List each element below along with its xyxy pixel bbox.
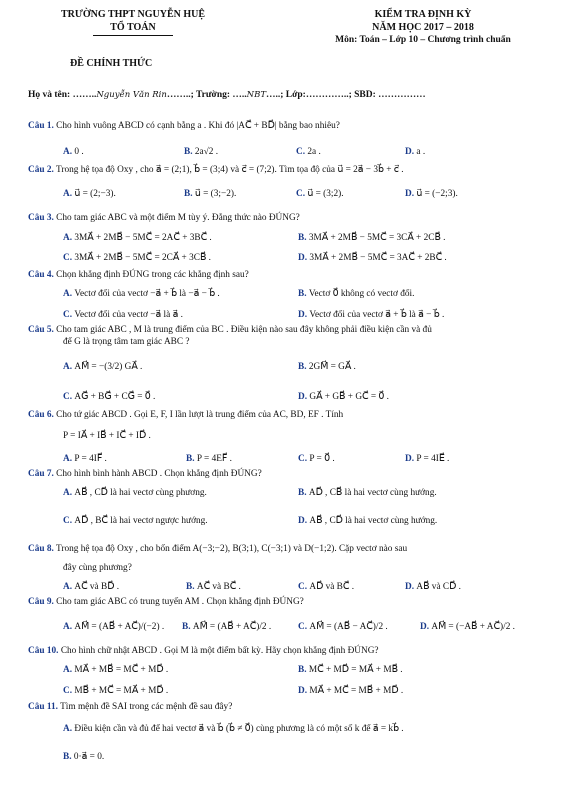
question-4 <box>28 270 249 282</box>
option-c[interactable] <box>63 686 168 698</box>
option-letter: D. <box>298 310 310 320</box>
question-6-formula: P = IA⃗ + IB⃗ + IC⃗ + ID⃗ . <box>63 431 151 441</box>
option-text: AB⃗ , CD⃗ là hai vectơ cùng hướng. <box>309 516 438 526</box>
option-text: 0 . <box>74 147 84 157</box>
question-6 <box>28 410 343 422</box>
option-b[interactable] <box>298 362 356 374</box>
question-7 <box>28 469 262 481</box>
option-letter: B. <box>298 665 309 675</box>
option-letter: C. <box>298 582 310 592</box>
option-a[interactable] <box>63 582 119 594</box>
option-letter: D. <box>405 582 417 592</box>
question-5-stem-continued: để G là trọng tâm tam giác ABC ? <box>63 337 190 347</box>
option-text: AC⃗ và BC⃗ . <box>196 582 241 592</box>
option-text: a . <box>416 147 426 157</box>
option-b[interactable] <box>184 189 236 201</box>
option-c[interactable] <box>296 189 344 201</box>
option-text: Điều kiện cần và đủ để hai vectơ a⃗ và b⃗ (b⃗ ≠ 0⃗) cùng phương là có một số k để a⃗ = kb⃗ . <box>74 724 404 734</box>
question-label: Câu 10. <box>28 646 59 656</box>
option-letter: C. <box>298 622 310 632</box>
option-letter: A. <box>63 622 75 632</box>
option-text: 3MA⃗ + 2MB⃗ − 5MC⃗ = 2AC⃗ + 3BC⃗ . <box>74 233 212 243</box>
option-text: MC⃗ + MD⃗ = MA⃗ + MB⃗ . <box>308 665 403 675</box>
question-label: Câu 4. <box>28 270 54 280</box>
option-a[interactable] <box>63 724 404 736</box>
option-b[interactable] <box>63 752 104 764</box>
option-letter: B. <box>298 362 309 372</box>
option-text: 2GM⃗ = GA⃗ . <box>308 362 356 372</box>
question-1 <box>28 121 340 133</box>
option-text: u⃗ = (3;−2). <box>194 189 237 199</box>
option-d[interactable] <box>298 516 437 528</box>
option-text: Vectơ đối của vectơ −a⃗ + b⃗ là −a⃗ − b⃗ . <box>74 289 220 299</box>
option-letter: C. <box>63 686 75 696</box>
option-text: AD⃗ , BC⃗ là hai vectơ ngược hướng. <box>74 516 208 526</box>
option-a[interactable] <box>63 289 220 301</box>
school-year: NĂM HỌC 2017 – 2018 <box>372 21 474 33</box>
student-name-handwritten: Nguyễn Văn Rin <box>96 90 167 100</box>
option-letter: C. <box>296 189 308 199</box>
option-text: Vectơ đối của vectơ a⃗ + b⃗ là a⃗ − b⃗ . <box>309 310 445 320</box>
question-stem: Cho hình bình hành ABCD . Chọn khẳng định ĐÚNG? <box>56 469 262 479</box>
exam-title: KIỂM TRA ĐỊNH KỲ <box>374 9 472 20</box>
option-text: 3MA⃗ + 2MB⃗ − 5MC⃗ = 3AC⃗ + 2BC⃗ . <box>309 253 447 263</box>
option-letter: B. <box>182 622 193 632</box>
option-letter: A. <box>63 362 75 372</box>
question-stem: Chọn khẳng định ĐÚNG trong các khẳng định sau? <box>56 270 249 280</box>
question-2 <box>28 165 404 177</box>
option-text: P = 4IF⃗ . <box>74 454 107 464</box>
option-a[interactable] <box>63 488 207 500</box>
option-a[interactable] <box>63 665 168 677</box>
option-d[interactable] <box>298 686 403 698</box>
option-b[interactable] <box>184 147 218 159</box>
question-label: Câu 5. <box>28 325 54 335</box>
option-b[interactable] <box>186 454 232 466</box>
student-school-handwritten: NBT <box>246 90 266 100</box>
option-letter: B. <box>298 488 309 498</box>
department-name: TỔ TOÁN <box>110 21 156 33</box>
option-letter: C. <box>298 454 310 464</box>
option-b[interactable] <box>298 233 446 245</box>
option-letter: A. <box>63 488 75 498</box>
question-label: Câu 11. <box>28 702 58 712</box>
question-stem: Cho tam giác ABC và một điểm M tùy ý. Đẳng thức nào ĐÚNG? <box>56 213 300 223</box>
option-text: 2a . <box>307 147 321 157</box>
question-label: Câu 9. <box>28 597 54 607</box>
option-letter: A. <box>63 147 75 157</box>
question-stem: Trong hệ tọa độ Oxy , cho a⃗ = (2;1), b⃗ = (3;4) và c⃗ = (7;2). Tìm tọa độ của u⃗ = 2a⃗ − 3b⃗ + c⃗ . <box>56 165 404 175</box>
option-c[interactable] <box>63 253 211 265</box>
question-5 <box>28 325 432 337</box>
question-stem: Cho hình chữ nhật ABCD . Gọi M là một điểm bất kỳ. Hãy chọn khẳng định ĐÚNG? <box>60 646 379 656</box>
option-text: AG⃗ + BG⃗ + CG⃗ = 0⃗ . <box>74 392 156 402</box>
option-text: u⃗ = (3;2). <box>307 189 344 199</box>
option-text: AM⃗ = (AB⃗ − AC⃗)/2 . <box>309 622 388 632</box>
question-stem: Tìm mệnh đề SAI trong các mệnh đề sau đây? <box>60 702 233 712</box>
option-c[interactable] <box>298 454 335 466</box>
option-letter: B. <box>184 189 195 199</box>
question-8-stem-continued: đây cùng phương? <box>63 563 132 573</box>
option-letter: A. <box>63 233 75 243</box>
option-letter: C. <box>63 392 75 402</box>
option-letter: D. <box>298 392 310 402</box>
option-text: u⃗ = (−2;3). <box>416 189 458 199</box>
question-stem: Cho tam giác ABC có trung tuyến AM . Chọn khẳng định ĐÚNG? <box>56 597 304 607</box>
option-letter: A. <box>63 189 75 199</box>
option-text: AM⃗ = −(3/2) GA⃗ . <box>74 362 143 372</box>
option-letter: B. <box>298 289 309 299</box>
question-stem: Cho tứ giác ABCD . Gọi E, F, I lần lượt là trung điểm của AC, BD, EF . Tính <box>56 410 344 420</box>
option-letter: D. <box>405 189 417 199</box>
question-stem: Cho tam giác ABC , M là trung điểm của BC . Điều kiện nào sau đây không phải điều kiện cần và đủ <box>56 325 432 335</box>
option-text: AB⃗ , CD⃗ là hai vectơ cùng phương. <box>74 488 207 498</box>
option-letter: D. <box>298 686 310 696</box>
option-letter: A. <box>63 665 75 675</box>
option-d[interactable] <box>405 147 425 159</box>
option-text: Vectơ 0⃗ không có vectơ đối. <box>308 289 415 299</box>
option-d[interactable] <box>298 253 447 265</box>
option-a[interactable] <box>63 362 142 374</box>
official-label: ĐỀ CHÍNH THỨC <box>70 58 153 69</box>
option-b[interactable] <box>298 488 437 500</box>
option-c[interactable] <box>63 392 155 404</box>
option-text: AM⃗ = (AB⃗ + AC⃗)/2 . <box>192 622 272 632</box>
option-d[interactable] <box>405 454 449 466</box>
option-text: 2a√2 . <box>194 147 219 157</box>
option-d[interactable] <box>298 310 444 322</box>
option-text: AD⃗ , CB⃗ là hai vectơ cùng hướng. <box>308 488 437 498</box>
option-a[interactable] <box>63 147 84 159</box>
question-label: Câu 2. <box>28 165 54 175</box>
option-letter: C. <box>63 253 75 263</box>
option-letter: A. <box>63 724 75 734</box>
student-info-line <box>28 90 426 102</box>
header-left-rule <box>93 35 173 36</box>
question-9 <box>28 597 304 609</box>
option-d[interactable] <box>298 392 389 404</box>
exam-subject: Môn: Toán – Lớp 10 – Chương trình chuẩn <box>335 35 511 45</box>
school-label: ……..; Trường: ….. <box>166 90 247 100</box>
question-10 <box>28 646 379 658</box>
option-text: Vectơ đối của vectơ −a⃗ là a⃗ . <box>74 310 183 320</box>
option-text: P = 4IE⃗ . <box>416 454 450 464</box>
option-c[interactable] <box>63 516 208 528</box>
option-text: AM⃗ = (−AB⃗ + AC⃗)/2 . <box>431 622 515 632</box>
option-d[interactable] <box>405 189 458 201</box>
question-8 <box>28 544 407 556</box>
question-stem: Cho hình vuông ABCD có cạnh bằng a . Khi đó |AC⃗ + BD⃗| bằng bao nhiêu? <box>56 121 340 131</box>
option-c[interactable] <box>63 310 183 322</box>
option-letter: A. <box>63 289 75 299</box>
name-label: Họ và tên: …….. <box>28 90 97 100</box>
option-letter: D. <box>420 622 432 632</box>
option-letter: B. <box>186 582 197 592</box>
option-a[interactable] <box>63 454 107 466</box>
question-label: Câu 6. <box>28 410 54 420</box>
option-text: AM⃗ = (AB⃗ + AC⃗)/(−2) . <box>74 622 165 632</box>
option-letter: D. <box>405 147 417 157</box>
question-label: Câu 7. <box>28 469 54 479</box>
option-text: MA⃗ + MB⃗ = MC⃗ + MD⃗ . <box>74 665 169 675</box>
header-right <box>298 9 548 47</box>
option-letter: D. <box>405 454 417 464</box>
option-letter: B. <box>184 147 195 157</box>
question-label: Câu 1. <box>28 121 54 131</box>
option-text: 3MA⃗ + 2MB⃗ − 5MC⃗ = 3CA⃗ + 2CB⃗ . <box>308 233 446 243</box>
question-label: Câu 3. <box>28 213 54 223</box>
option-c[interactable] <box>298 582 354 594</box>
option-text: 3MA⃗ + 2MB⃗ − 5MC⃗ = 2CA⃗ + 3CB⃗ . <box>74 253 212 263</box>
option-letter: C. <box>63 310 75 320</box>
class-sbd-label: …..; Lớp:…………..; SBD: …………… <box>266 90 426 100</box>
option-text: MA⃗ + MC⃗ = MB⃗ + MD⃗ . <box>309 686 404 696</box>
option-text: AC⃗ và BD⃗ . <box>74 582 120 592</box>
option-text: AD⃗ và BC⃗ . <box>309 582 355 592</box>
option-a[interactable] <box>63 189 116 201</box>
school-name: TRƯỜNG THPT NGUYỄN HUỆ <box>61 9 205 20</box>
option-text: P = 4EF⃗ . <box>196 454 232 464</box>
option-letter: B. <box>186 454 197 464</box>
question-stem: Trong hệ tọa độ Oxy , cho bốn điểm A(−3;−2), B(3;1), C(−3;1) và D(−1;2). Cặp vectơ nào sau <box>56 544 408 554</box>
option-letter: B. <box>298 233 309 243</box>
option-letter: B. <box>63 752 74 762</box>
option-a[interactable] <box>63 233 212 245</box>
option-letter: A. <box>63 582 75 592</box>
option-b[interactable] <box>182 622 271 634</box>
question-3 <box>28 213 300 225</box>
question-11 <box>28 702 232 714</box>
option-letter: A. <box>63 454 75 464</box>
option-d[interactable] <box>405 582 461 594</box>
option-a[interactable] <box>63 622 164 634</box>
option-letter: C. <box>296 147 308 157</box>
option-d[interactable] <box>420 622 515 634</box>
question-label: Câu 8. <box>28 544 54 554</box>
option-b[interactable] <box>298 289 414 301</box>
option-text: AB⃗ và CD⃗ . <box>416 582 461 592</box>
option-text: P = 0⃗ . <box>309 454 335 464</box>
option-text: GA⃗ + GB⃗ + GC⃗ = 0⃗ . <box>309 392 389 402</box>
option-b[interactable] <box>186 582 241 594</box>
option-text: 0·a⃗ = 0. <box>73 752 105 762</box>
option-b[interactable] <box>298 665 403 677</box>
option-c[interactable] <box>298 622 388 634</box>
option-letter: D. <box>298 253 310 263</box>
option-letter: D. <box>298 516 310 526</box>
option-letter: C. <box>63 516 75 526</box>
option-text: u⃗ = (2;−3). <box>74 189 116 199</box>
header-left <box>28 9 238 36</box>
option-text: MB⃗ + MC⃗ = MA⃗ + MD⃗ . <box>74 686 169 696</box>
option-c[interactable] <box>296 147 321 159</box>
